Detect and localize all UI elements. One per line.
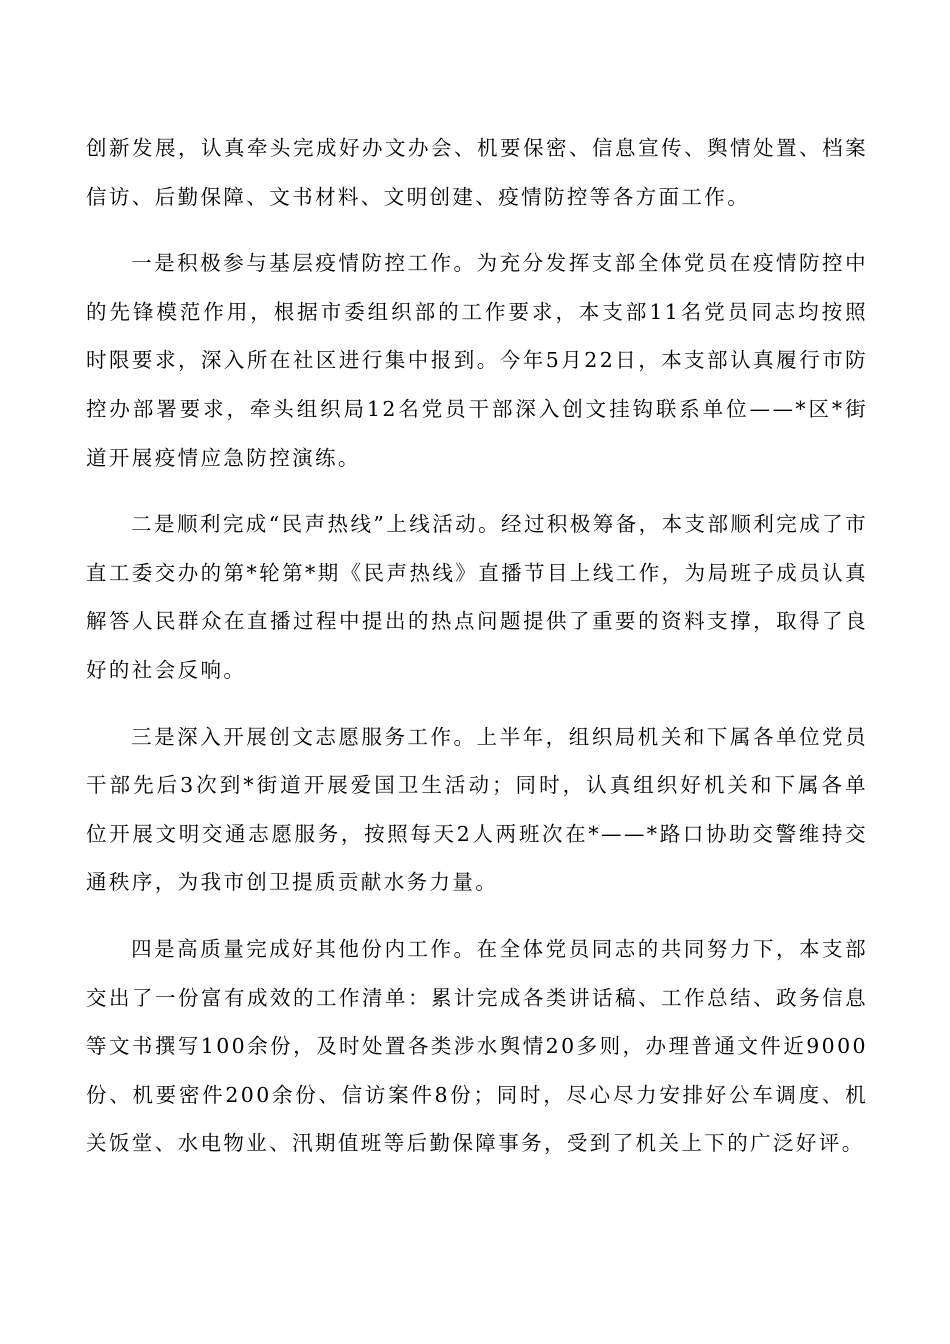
- paragraph-volunteer-service: 三是深入开展创文志愿服务工作。上半年，组织局机关和下属各单位党员干部先后3次到*街道开展爱国卫生活动；同时，认真组织好机关和下属各单位开展文明交通志愿服务，按照每天2人两班次在*——*路口协助交警维持交通秩序，为我市创卫提质贡献水务力量。: [86, 724, 868, 895]
- paragraph-other-work: 四是高质量完成好其他份内工作。在全体党员同志的共同努力下，本支部交出了一份富有成效的工作清单：累计完成各类讲话稿、工作总结、政务信息等文书撰写100余份，及时处置各类涉水舆情20多则，办理普通文件近9000份、机要密件200余份、信访案件8份；同时，尽心尽力安排好公车调度、机关饭堂、水电物业、汛期值班等后勤保障事务，受到了机关上下的广泛好评。: [86, 936, 868, 1156]
- paragraph-continuation: 创新发展，认真牵头完成好办文办会、机要保密、信息宣传、舆情处置、档案信访、后勤保障、文书材料、文明创建、疫情防控等各方面工作。: [86, 136, 868, 209]
- document-body: [86, 124, 868, 1186]
- paragraph-epidemic-prevention: 一是积极参与基层疫情防控工作。为充分发挥支部全体党员在疫情防控中的先锋模范作用，根据市委组织部的工作要求，本支部11名党员同志均按照时限要求，深入所在社区进行集中报到。今年5月22日，本支部认真履行市防控办部署要求，牵头组织局12名党员干部深入创文挂钩联系单位——*区*街道开展疫情应急防控演练。: [86, 251, 868, 470]
- paragraph-hotline-activity: 二是顺利完成“民声热线”上线活动。经过积极筹备，本支部顺利完成了市直工委交办的第*轮第*期《民声热线》直播节目上线工作，为局班子成员认真解答人民群众在直播过程中提出的热点问题提供了重要的资料支撑，取得了良好的社会反响。: [86, 512, 868, 682]
